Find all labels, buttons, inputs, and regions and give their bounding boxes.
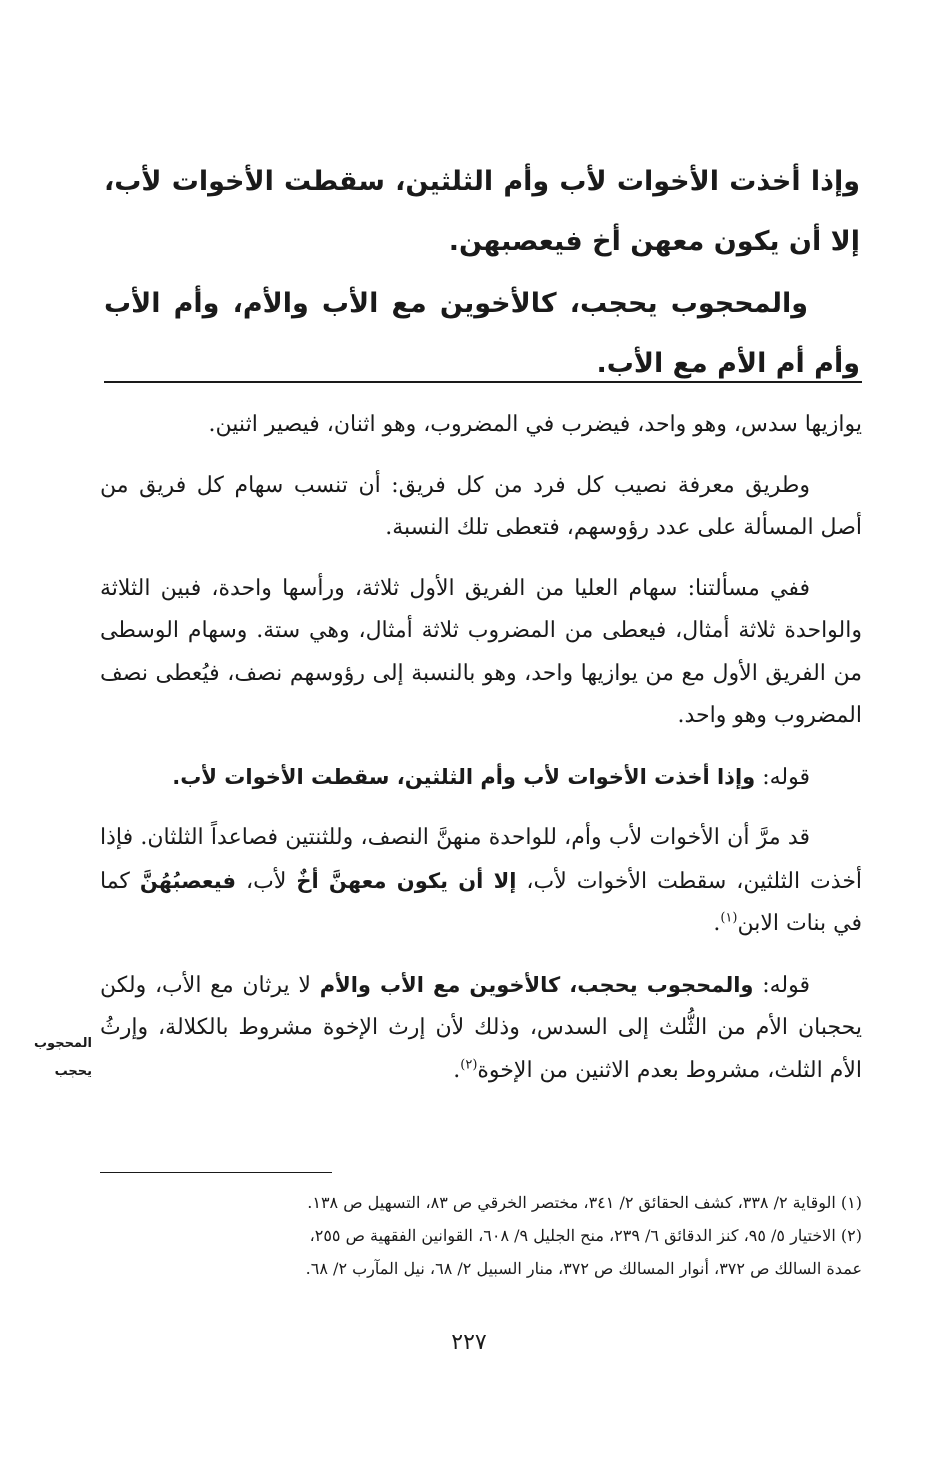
margin-heading [6, 1030, 92, 1086]
commentary [100, 404, 862, 1110]
quoted-matn: إلا أن يكون معهنَّ أخٌ [296, 868, 517, 893]
margin-heading-line-1: المحجوب [33, 1036, 92, 1051]
footnotes [100, 1186, 862, 1285]
quoted-matn: فيعصبُهُنَّ [139, 868, 237, 893]
commentary-paragraph-5: قد مرَّ أن الأخوات لأب وأم، للواحدة منهنَّ النصف، وللثنتين فصاعداً الثلثان. فإذا أخذت الثلثين، سقطت الأخوات لأب، إلا أن يكون معهنَّ أخٌ لأب، فيعصبُهُنَّ كما في بنات الابن$^{(١)}$. [100, 825, 863, 936]
footnote-2-line-1: (٢) الاختيار ٥/ ٩٥، كنز الدقائق ٦/ ٢٣٩، منح الجليل ٩/ ٦٠٨، القوانين الفقهية ص ٢٥٥، [309, 1226, 862, 1245]
quoted-matn: وإذا أخذت الأخوات لأب وأم الثلثين، سقطت الأخوات لأب. [172, 764, 756, 789]
footnote-2-line-2: عمدة السالك ص ٣٧٢، أنوار المسالك ص ٣٧٢، منار السبيل ٢/ ٦٨، نيل المآرب ٢/ ٦٨. [305, 1259, 862, 1278]
commentary-text: لا يرثان مع الأب، ولكن يحجبان الأم من الثُّلث إلى السدس، وذلك لأن إرث الإخوة مشروط بالكلالة، وإرثُ الأم الثلث، مشروط بعدم الاثنين من الإخوة [100, 972, 862, 1083]
footnote-divider [100, 1172, 332, 1173]
commentary-paragraph-6: قوله: والمحجوب يحجب، كالأخوين مع الأب والأم لا يرثان مع الأب، ولكن يحجبان الأم من الثُّلث إلى السدس، وذلك لأن إرث الإخوة مشروط بالكلالة، وإرثُ الأم الثلث، مشروط بعدم الاثنين من الإخوة$^{(٢)}$. [100, 972, 862, 1083]
commentary-text: لأب، [246, 868, 287, 894]
main-text-divider [104, 381, 862, 383]
qawluh-label: قوله: [762, 972, 811, 998]
main-text-paragraph-1: وإذا أخذت الأخوات لأب وأم الثلثين، سقطت الأخوات لأب، إلا أن يكون معهن أخ فيعصبهن. [104, 166, 860, 257]
main-text-paragraph-2: والمحجوب يحجب، كالأخوين مع الأب والأم، وأم الأب وأم أم الأم مع الأب. [104, 288, 860, 379]
commentary-paragraph-2: وطريق معرفة نصيب كل فرد من كل فريق: أن تنسب سهام كل فريق من أصل المسألة على عدد رؤوسهم، فتعطى تلك النسبة. [100, 472, 862, 540]
qawluh-label: قوله: [762, 764, 810, 790]
footnote-ref-2[interactable]: (٢) [460, 1057, 478, 1073]
commentary-text: قد مرَّ أن الأخوات لأب وأم، للواحدة منهنَّ النصف، وللثنتين فصاعداً الثلثان. فإذا أخذت الثلثين، سقطت الأخوات لأب، [100, 825, 863, 894]
footnote-1: (١) الوقاية ٢/ ٣٣٨، كشف الحقائق ٢/ ٣٤١، مختصر الخرقي ص ٨٣، التسهيل ص ١٣٨. [307, 1193, 862, 1212]
margin-heading-line-2: يحجب [54, 1064, 92, 1079]
commentary-paragraph-3: ففي مسألتنا: سهام العليا من الفريق الأول ثلاثة، ورأسها واحدة، فبين الثلاثة والواحدة ثلاثة أمثال، فيعطى من المضروب ثلاثة أمثال، وهي ستة. وسهام الوسطى من الفريق الأول مع من يوازيها واحد، وهو بالنسبة إلى رؤوسهم نصف، فيُعطى نصف المضروب وهو واحد. [100, 575, 862, 728]
commentary-paragraph-4 [100, 756, 862, 800]
commentary-text: كما في بنات الابن [100, 868, 862, 936]
page-number: ٢٢٧ [451, 1330, 487, 1355]
footnote-ref-1[interactable]: (١) [720, 910, 738, 926]
main-text [104, 152, 860, 396]
quoted-matn: والمحجوب يحجب، كالأخوين مع الأب والأم [319, 972, 754, 997]
commentary-paragraph-1: يوازيها سدس، وهو واحد، فيضرب في المضروب، وهو اثنان، فيصير اثنين. [208, 412, 862, 437]
